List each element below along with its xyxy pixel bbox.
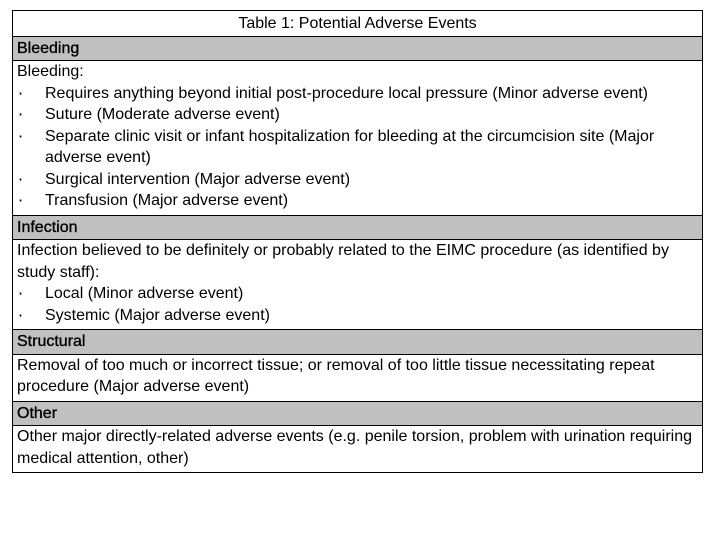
list-item-text: Separate clinic visit or infant hospitalization for bleeding at the circumcision site (Major adverse event)	[45, 127, 655, 166]
section-heading-other: Other	[13, 401, 703, 426]
section-header-row-infection	[13, 215, 703, 240]
list-item	[17, 305, 698, 327]
list-item-text: Transfusion (Major adverse event)	[45, 192, 289, 209]
table-title: Table 1: Potential Adverse Events	[13, 11, 703, 37]
list-item	[17, 83, 698, 105]
section-body-other	[13, 426, 703, 473]
section-body-row-infection	[13, 240, 703, 330]
section-intro-infection: Infection believed to be definitely or probably related to the EIMC procedure (as identified by study staff):	[17, 242, 669, 281]
list-item	[17, 104, 698, 126]
list-item-text: Requires anything beyond initial post-procedure local pressure (Minor adverse event)	[45, 84, 648, 102]
section-body-row-other	[13, 426, 703, 473]
list-item-text: Systemic (Major adverse event)	[45, 306, 270, 324]
section-intro-other: Other major directly-related adverse events (e.g. penile torsion, problem with urination requiring medical attention, other)	[17, 428, 692, 467]
section-heading-infection: Infection	[13, 215, 703, 240]
section-heading-bleeding: Bleeding	[13, 36, 703, 61]
section-header-row-bleeding	[13, 36, 703, 61]
section-body-bleeding	[13, 61, 703, 216]
bullet-list-bleeding	[17, 83, 698, 212]
section-body-infection	[13, 240, 703, 330]
section-intro-bleeding: Bleeding:	[17, 63, 84, 80]
section-heading-structural: Structural	[13, 330, 703, 355]
list-item-text: Local (Minor adverse event)	[45, 285, 244, 302]
list-item	[17, 169, 698, 191]
section-body-row-bleeding	[13, 61, 703, 216]
section-body-structural	[13, 354, 703, 401]
bullet-icon: ·	[18, 191, 24, 210]
list-item	[17, 283, 698, 305]
bullet-icon: ·	[18, 105, 24, 124]
section-intro-structural: Removal of too much or incorrect tissue; or removal of too little tissue necessitating repeat procedure (Major adverse event)	[17, 356, 655, 395]
list-item	[17, 190, 698, 212]
adverse-events-table	[12, 10, 703, 473]
bullet-icon: ·	[18, 126, 24, 146]
list-item-text: Surgical intervention (Major adverse event)	[45, 170, 351, 188]
bullet-icon: ·	[18, 169, 24, 189]
list-item	[17, 126, 698, 169]
title-row	[13, 11, 703, 37]
bullet-icon: ·	[18, 284, 24, 303]
list-item-text: Suture (Moderate adverse event)	[45, 106, 280, 123]
bullet-icon: ·	[18, 305, 24, 325]
section-header-row-structural	[13, 330, 703, 355]
section-body-row-structural	[13, 354, 703, 401]
bullet-icon: ·	[18, 83, 24, 103]
bullet-list-infection	[17, 283, 698, 326]
section-header-row-other	[13, 401, 703, 426]
